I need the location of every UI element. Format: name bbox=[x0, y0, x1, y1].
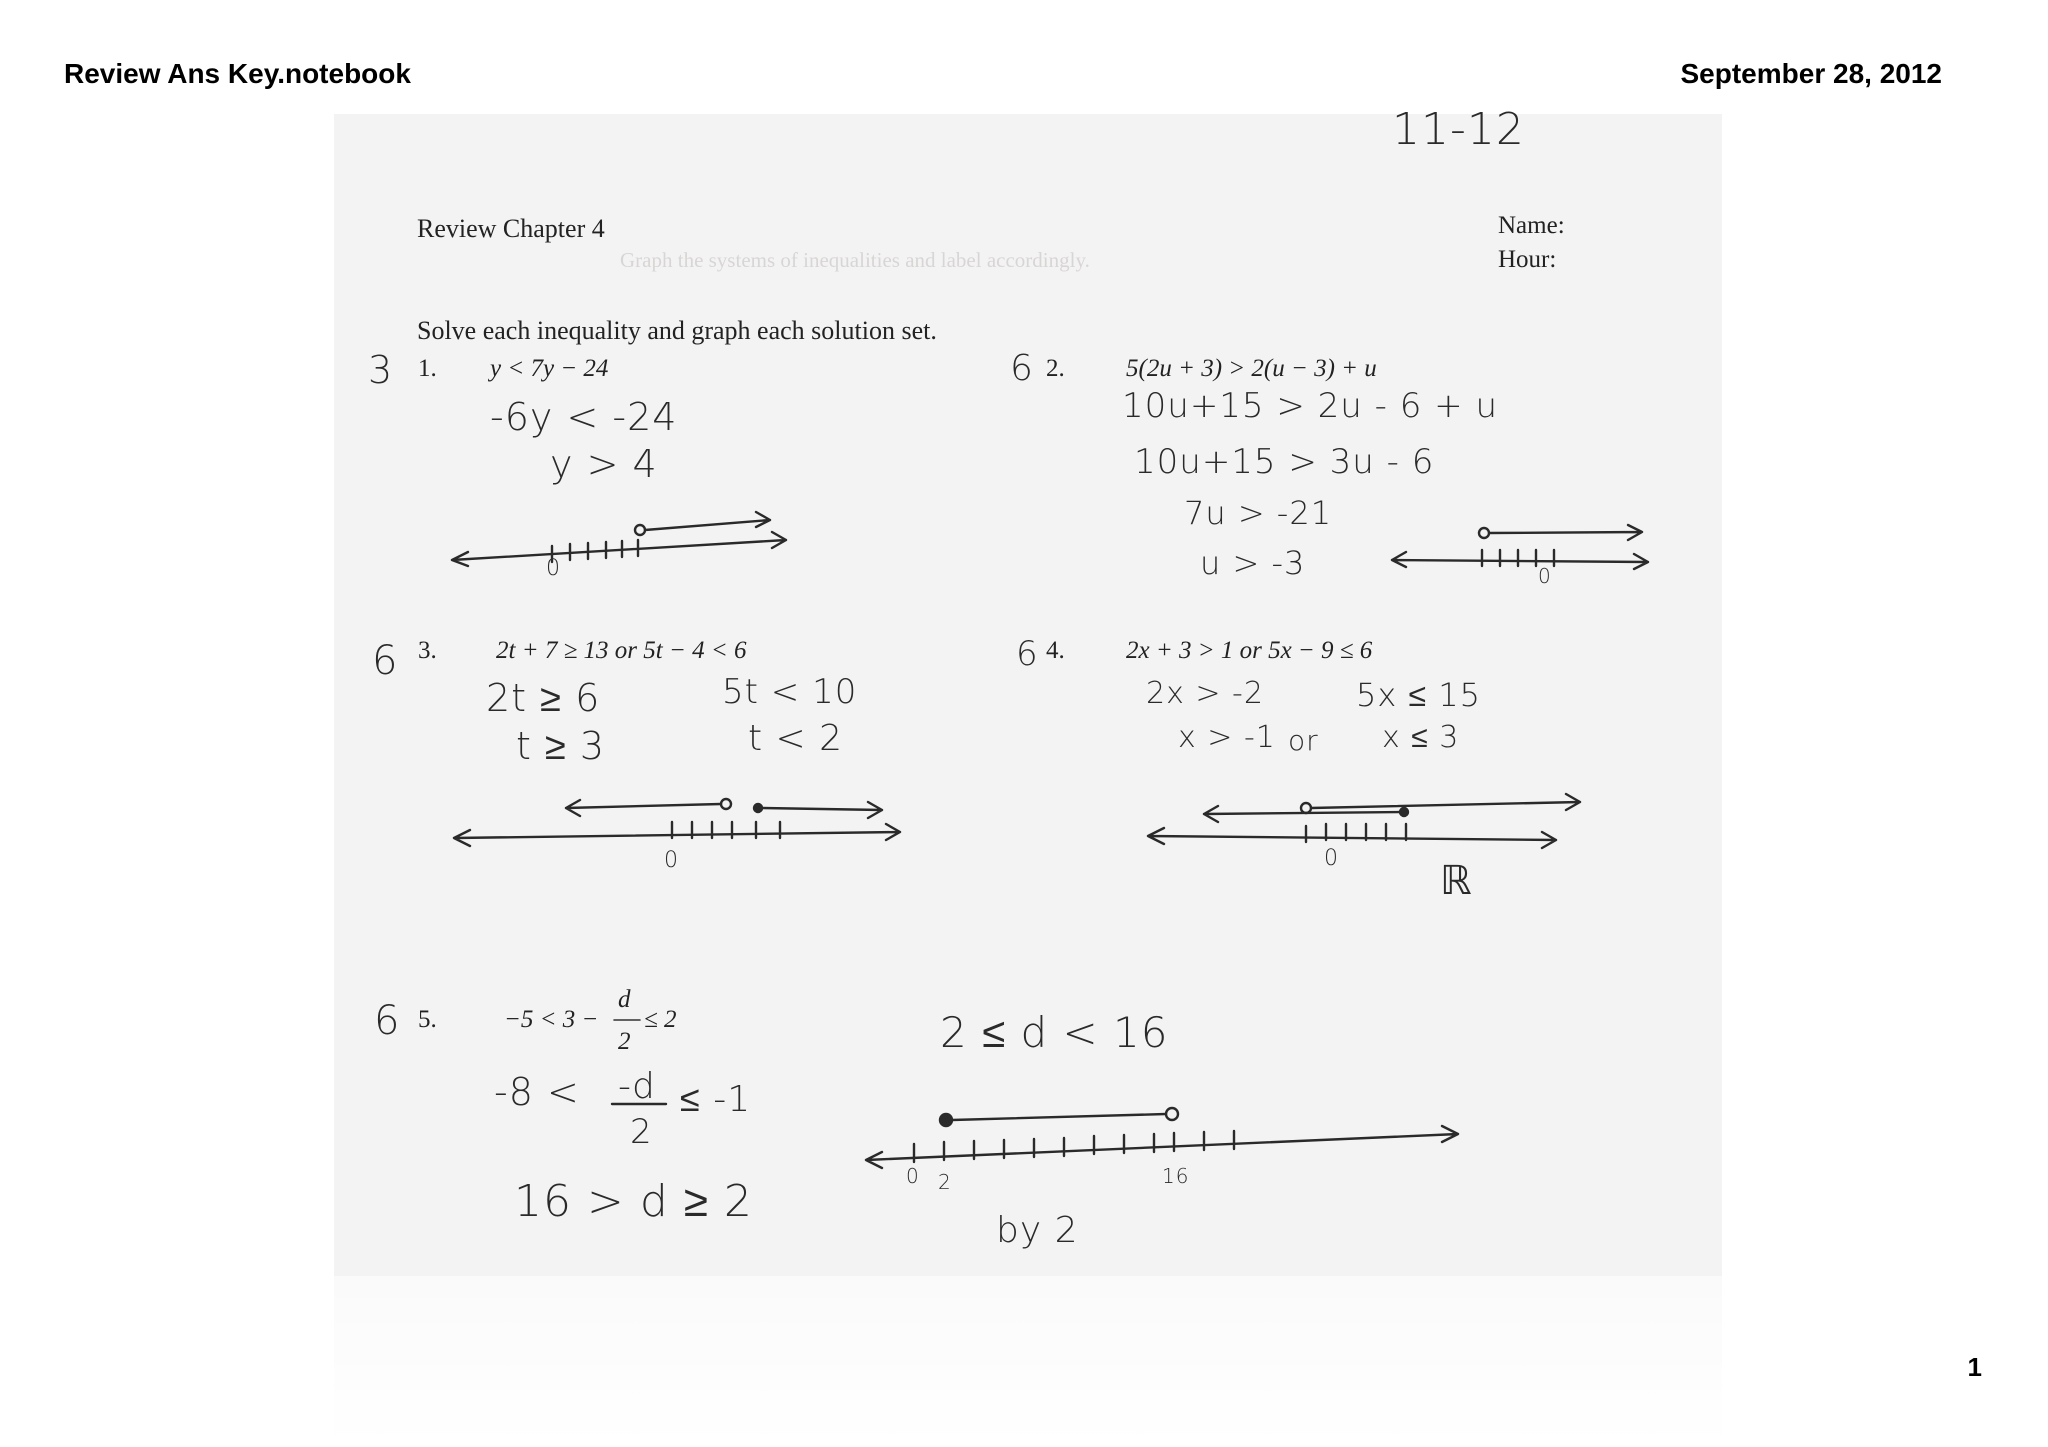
hour-label: Hour: bbox=[1498, 246, 1557, 273]
problem-2-work-line-2: 10u+15 > 3u - 6 bbox=[1134, 442, 1435, 482]
problem-4-work-line-1: 2x > -2 bbox=[1146, 676, 1264, 711]
problem-4-number-line bbox=[1148, 794, 1580, 848]
problem-5-prompt-denominator: 2 bbox=[618, 1028, 631, 1055]
problem-4-prompt: 2x + 3 > 1 or 5x − 9 ≤ 6 bbox=[1126, 637, 1373, 664]
problem-3-work-line-2: t ≥ 3 bbox=[516, 724, 606, 768]
problem-5-work-left: -8 < bbox=[494, 1070, 580, 1114]
problem-3-work-line-3: 5t < 10 bbox=[722, 672, 858, 712]
problem-1-graph-zero: 0 bbox=[546, 556, 561, 581]
problem-3-work-line-4: t < 2 bbox=[748, 718, 844, 759]
problem-4-work-or: or bbox=[1288, 724, 1319, 757]
problem-4-score: 6 bbox=[1016, 634, 1039, 674]
problem-5-work-numerator: -d bbox=[618, 1066, 656, 1107]
problem-5-prompt-right: ≤ 2 bbox=[644, 1006, 677, 1033]
problem-3-work-line-1: 2t ≥ 6 bbox=[486, 676, 601, 720]
problem-2-prompt: 5(2u + 3) > 2(u − 3) + u bbox=[1126, 355, 1377, 382]
problem-5-graph-label-16: 16 bbox=[1162, 1164, 1190, 1188]
page-number: 1 bbox=[1967, 1352, 1982, 1382]
name-label: Name: bbox=[1498, 212, 1565, 239]
problem-2-work-line-1: 10u+15 > 2u - 6 + u bbox=[1122, 386, 1499, 426]
problem-1-number: 1. bbox=[418, 355, 437, 382]
problem-1-prompt: y < 7y − 24 bbox=[490, 355, 609, 382]
instructions: Solve each inequality and graph each solution set. bbox=[417, 316, 937, 345]
problem-4-graph-zero: 0 bbox=[1324, 846, 1339, 871]
problem-2-graph-zero: 0 bbox=[1538, 564, 1552, 588]
problem-2-work-line-4: u > -3 bbox=[1200, 544, 1306, 582]
problem-1-number-line bbox=[452, 512, 786, 566]
problem-4-work-line-4: x ≤ 3 bbox=[1382, 720, 1460, 755]
page-mark: 11-12 bbox=[1392, 104, 1525, 155]
problem-5-work-denominator: 2 bbox=[630, 1112, 653, 1152]
problem-4-work-line-2: 5x ≤ 15 bbox=[1356, 676, 1481, 714]
problem-4-work-line-3: x > -1 bbox=[1178, 720, 1276, 755]
problem-5-graph-label-0: 0 bbox=[906, 1164, 920, 1188]
problem-5-number: 5. bbox=[418, 1006, 437, 1033]
problem-1-score: 3 bbox=[368, 348, 394, 392]
problem-5-scale-note: by 2 bbox=[996, 1210, 1079, 1251]
problem-2-score: 6 bbox=[1010, 348, 1034, 389]
problem-5-graph-label-2: 2 bbox=[938, 1170, 952, 1194]
problem-3-number-line bbox=[454, 799, 900, 846]
problem-2-work-line-3: 7u > -21 bbox=[1184, 494, 1333, 532]
problem-3-graph-zero: 0 bbox=[664, 848, 679, 873]
bleed-through-text: Graph the systems of inequalities and label accordingly. bbox=[620, 248, 1090, 272]
problem-1-work-line-2: y > 4 bbox=[550, 442, 658, 486]
problem-2-number-line bbox=[1392, 525, 1648, 569]
problem-5-prompt-left: −5 < 3 − bbox=[504, 1006, 599, 1033]
problem-3-score: 6 bbox=[372, 638, 399, 684]
problem-5-score: 6 bbox=[374, 998, 401, 1044]
problem-1-work-line-1: -6y < -24 bbox=[490, 395, 678, 439]
problem-3-number: 3. bbox=[418, 637, 437, 664]
problem-3-prompt: 2t + 7 ≥ 13 or 5t − 4 < 6 bbox=[496, 637, 747, 664]
problem-4-number: 4. bbox=[1046, 637, 1065, 664]
worksheet-title: Review Chapter 4 bbox=[417, 214, 605, 243]
problem-5-work-right: ≤ -1 bbox=[680, 1079, 752, 1120]
problem-5-solution-rewritten: 2 ≤ d < 16 bbox=[940, 1008, 1169, 1057]
notebook-title: Review Ans Key.notebook bbox=[64, 58, 411, 89]
notebook-date: September 28, 2012 bbox=[1680, 58, 1942, 89]
problem-2-number: 2. bbox=[1046, 355, 1065, 382]
problem-5-prompt-numerator: d bbox=[618, 986, 631, 1013]
problem-4-answer-reals: ℝ bbox=[1440, 858, 1473, 904]
problem-5-solution: 16 > d ≥ 2 bbox=[514, 1176, 753, 1227]
problem-5-number-line bbox=[866, 1108, 1458, 1168]
